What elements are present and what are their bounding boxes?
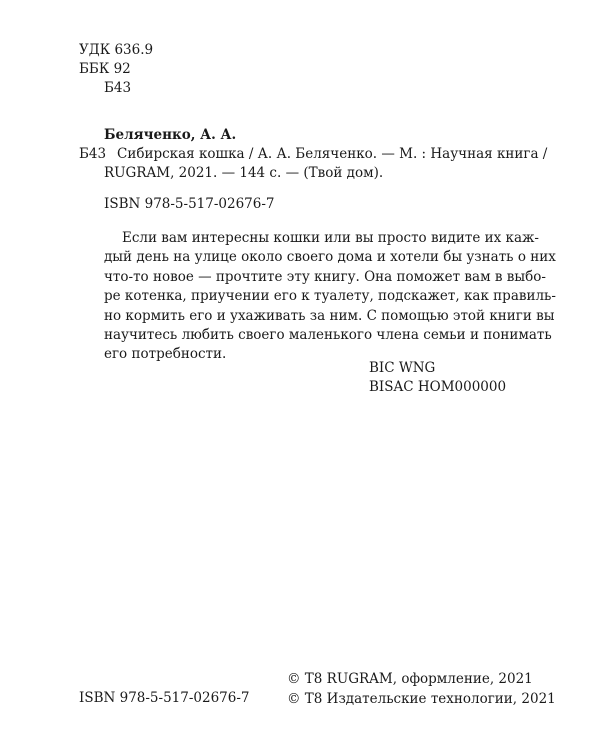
udc-code: УДК 636.9 xyxy=(79,42,154,58)
catalog-entry xyxy=(79,126,548,183)
footer-isbn: ISBN 978-5-517-02676-7 xyxy=(79,690,250,706)
author-name: Беляченко, А. А. xyxy=(104,127,237,143)
bisac-code: BISAC HOM000000 xyxy=(369,379,507,395)
description-line: RUGRAM, 2021. — 144 с. — (Твой дом). xyxy=(104,165,384,181)
abstract-line: дый день на улице около своего дома и хотели бы узнать о них xyxy=(104,249,556,266)
description-line: Сибирская кошка / А. А. Беляченко. — М. : Научная книга / xyxy=(117,146,548,162)
entry-author-mark: Б43 xyxy=(79,146,107,162)
abstract-line: ре котенка, приучении его к туалету, подскажет, как правиль- xyxy=(104,288,556,305)
abstract-line: но кормить его и ухаживать за ним. С помощью этой книги вы xyxy=(104,307,555,324)
copyright-notices xyxy=(287,669,556,709)
abstract-line: что-то новое — прочтите эту книгу. Она поможет вам в выбо- xyxy=(104,268,546,285)
abstract-line: его потребности. xyxy=(104,346,227,363)
subject-codes xyxy=(369,359,506,397)
bic-code: BIC WNG xyxy=(369,360,436,376)
isbn: ISBN 978-5-517-02676-7 xyxy=(104,196,275,212)
copyright-line: © Т8 Издательские технологии, 2021 xyxy=(287,691,556,707)
abstract-line: Если вам интересны кошки или вы просто видите их каж- xyxy=(122,230,539,246)
copyright-line: © Т8 RUGRAM, оформление, 2021 xyxy=(287,671,533,687)
catalog-description xyxy=(79,145,548,183)
classification-codes xyxy=(79,41,153,98)
bbk-code: ББК 92 xyxy=(79,61,131,77)
bibliographic-description xyxy=(104,145,547,183)
abstract xyxy=(104,229,556,365)
author-mark: Б43 xyxy=(104,80,132,96)
abstract-line: научитесь любить своего маленького члена семьи и понимать xyxy=(104,327,552,344)
